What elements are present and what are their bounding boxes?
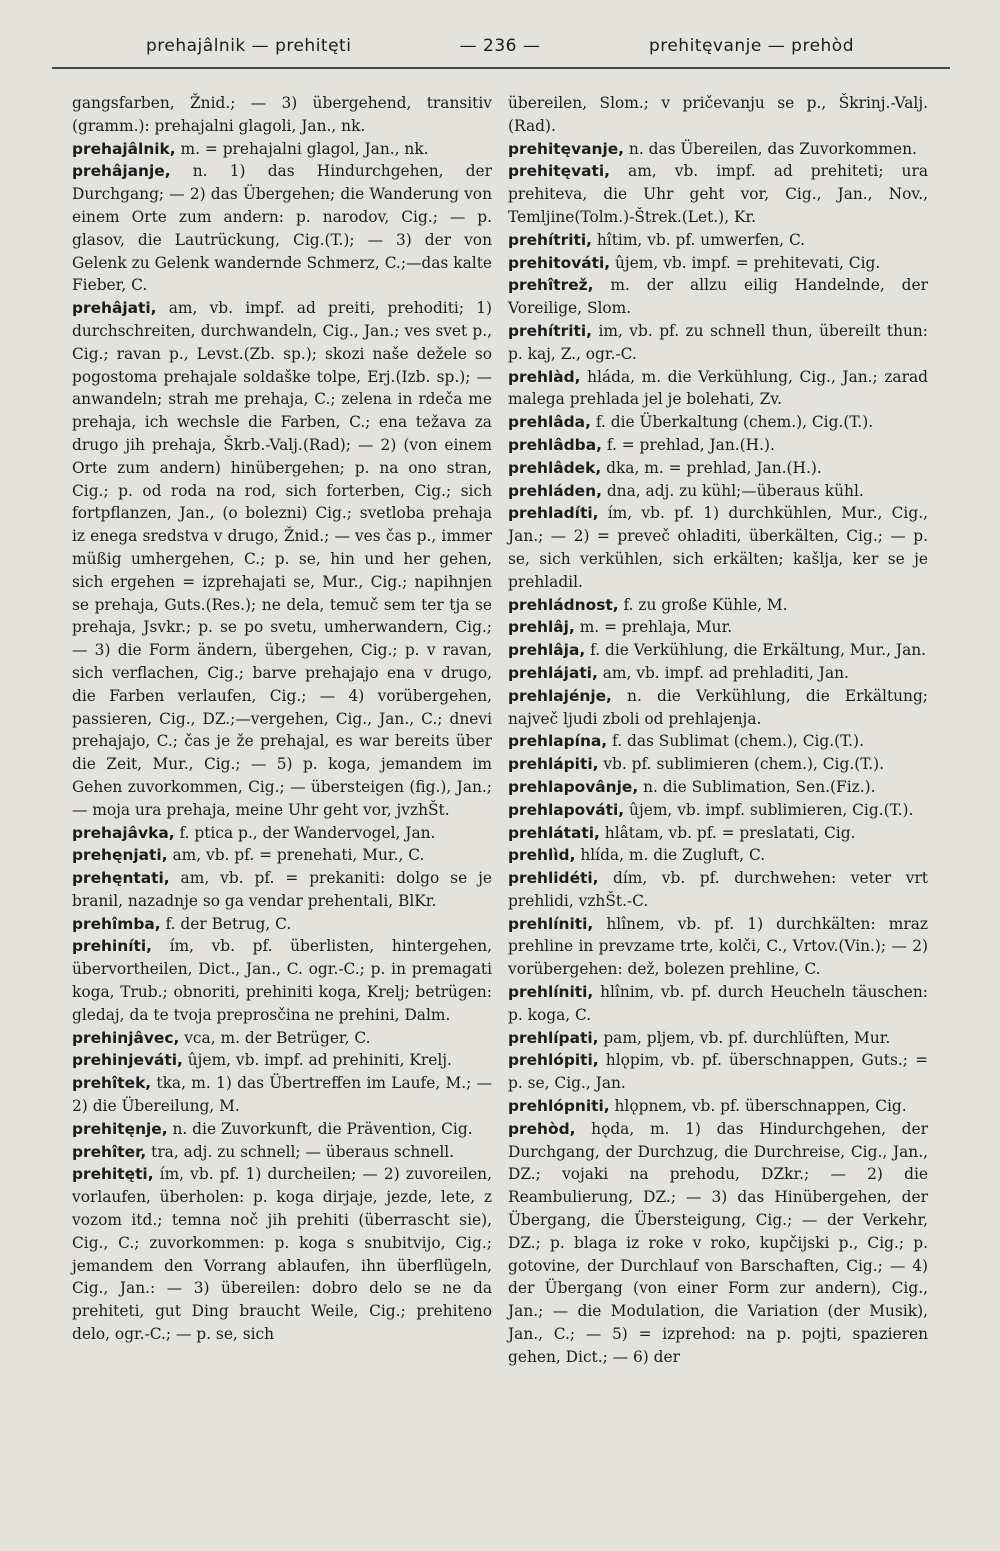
entry-definition: ûjem, vb. impf. = prehitevati, Cig.: [610, 253, 881, 272]
dictionary-entry: [72, 1118, 492, 1141]
entry-headword: prehęntati,: [72, 869, 170, 888]
entry-headword: prehitęvati,: [508, 162, 610, 181]
entry-definition: m. der allzu eilig Handelnde, der Voreilige, Slom.: [508, 276, 928, 318]
dictionary-entry: [508, 320, 928, 366]
entry-definition: n. die Sublimation, Sen.(Fiz.).: [638, 777, 876, 796]
entry-definition: am, vb. pf. = prenehati, Mur., C.: [167, 846, 425, 865]
dictionary-entry: [508, 822, 928, 845]
entry-definition: hîtim, vb. pf. umwerfen, C.: [591, 230, 806, 249]
dictionary-entry: [508, 844, 928, 867]
entry-headword: prehiníti,: [72, 937, 152, 956]
entry-definition: m. = prehajalni glagol, Jan., nk.: [175, 139, 429, 158]
dictionary-entry: [508, 1049, 928, 1095]
entry-headword: prehlapováti,: [508, 800, 625, 819]
entry-headword: prehlâja,: [508, 641, 586, 660]
entry-definition: gangsfarben, Žnid.; — 3) übergehend, transitiv (gramm.): prehajalni glagoli, Jan., nk.: [72, 94, 492, 135]
entry-definition: f. das Sublimat (chem.), Cig.(T.).: [607, 732, 864, 751]
dictionary-entry: [508, 981, 928, 1027]
entry-definition: pam, pljem, vb. pf. durchlüften, Mur.: [598, 1028, 891, 1047]
entry-headword: prehlapína,: [508, 732, 608, 751]
entry-definition: ím, vb. pf. 1) durchkühlen, Mur., Cig., Jan.; — 2) = preveč ohladiti, überkälten, Cig.; — p. se, sich verkühlen, sich erkälten; kašlja, ker se je prehladil.: [508, 504, 928, 591]
entry-definition: dka, m. = prehlad, Jan.(H.).: [601, 458, 822, 477]
entry-headword: prehinjeváti,: [72, 1051, 183, 1070]
dictionary-entry: [508, 138, 928, 161]
entry-headword: prehlópiti,: [508, 1051, 599, 1070]
entry-headword: prehitęti,: [72, 1165, 154, 1184]
dictionary-entry: [508, 594, 928, 617]
entry-headword: prehâjati,: [72, 299, 157, 318]
entry-headword: prehîtrež,: [508, 276, 594, 295]
entry-definition: f. = prehlad, Jan.(H.).: [601, 435, 775, 454]
entry-headword: prehítriti,: [508, 321, 592, 340]
dictionary-entry: [508, 229, 928, 252]
entry-headword: prehęnjati,: [72, 846, 168, 865]
entry-definition: übereilen, Slom.; v pričevanju se p., Škrinj.-Valj.(Rad).: [508, 94, 928, 135]
dictionary-entry: [508, 274, 928, 320]
entry-definition: am, vb. impf. ad prehiteti; ura prehiteva, die Uhr geht vor, Cig., Jan., Nov., Temljine(Tolm.)-Štrek.(Let.), Kr.: [508, 162, 928, 226]
dictionary-entry: [508, 502, 928, 593]
dictionary-entry: [72, 1141, 492, 1164]
dictionary-entry: [508, 1118, 928, 1369]
entry-headword: prehlapovânje,: [508, 777, 639, 796]
entry-definition: hǫda, m. 1) das Hindurchgehen, der Durchgang, der Durchzug, die Durchreise, Cig., Jan., DZ.; vojaki na prehodu, DZkr.; — 2) die Reambulierung, DZ.; — 3) das Hinübergehen, der Übergang, die Übersteigung, Cig.; — der Verkehr, DZ.; p. blaga iz roke v roko, kupčijski p., Cig.; p. gotovine, der Durchlauf von Barschaften, Cig.; — 4) der Übergang (von einer Form zur andern), Cig., Jan.; — die Modulation, die Variation (der Musik), Jan., C.; — 5) = izprehod: na p. pojti, spazieren gehen, Dict.; — 6) der: [508, 1119, 928, 1366]
dictionary-entry: [508, 730, 928, 753]
dictionary-entry: [508, 160, 928, 228]
entry-headword: prehlâdba,: [508, 435, 602, 454]
dictionary-entry: [72, 297, 492, 821]
entry-definition: f. zu große Kühle, M.: [618, 595, 788, 614]
entry-definition: ím, vb. pf. überlisten, hintergehen, übervortheilen, Dict., Jan., C. ogr.-C.; p. in premagati koga, Trub.; obnoriti, prehiniti koga, Krelj; betrügen: gledaj, da te tvoja preprosčina ne prehini, Dalm.: [72, 937, 492, 1024]
entry-definition: hlâtam, vb. pf. = preslatati, Cig.: [599, 823, 856, 842]
dictionary-entry: [508, 366, 928, 412]
dictionary-entry: [508, 753, 928, 776]
entry-headword: prehîmba,: [72, 914, 161, 933]
dictionary-entry: [72, 1163, 492, 1345]
entry-headword: prehlìd,: [508, 846, 576, 865]
dictionary-entry: [72, 1027, 492, 1050]
page-number: — 236 —: [459, 36, 541, 56]
entry-definition: tka, m. 1) das Übertreffen im Laufe, M.; — 2) die Übereilung, M.: [72, 1074, 492, 1116]
entry-headword: prehlíniti,: [508, 914, 594, 933]
dictionary-entry: [72, 867, 492, 913]
entry-headword: prehlajénje,: [508, 686, 612, 705]
entry-definition: am, vb. impf. ad preiti, prehoditi; 1) durchschreiten, durchwandeln, Cig., Jan.; ves svet p., Cig.; ravan p., Levst.(Zb. sp.); skozi naše dežele so pogostoma prehajale soldaške tolpe, Erj.(Izb. sp.); — anwandeln; strah me prehaja, C.; zelena in rdeča me prehaja, ich wechsle die Farben, C.; ena težava za drugo jih prehaja, Škrb.-Valj.(Rad); — 2) (von einem Orte zum andern) hinübergehen; p. na ono stran, Cig.; p. od roda na rod, sich forterben, Cig.; sich fortpflanzen, Jan., (o bolezni) Cig.; svetloba prehaja iz enega sredstva v drugo, Žnid.; — ves čas p., immer müßig umhergehen, C.; p. se, hin und her gehen, sich ergehen = izprehajati se, Mur., Cig.; napihnjen se prehaja, Guts.(Res.); ne dela, temuč sem ter tja se prehaja, Jsvkr.; p. se po svetu, umherwandern, Cig.; — 3) die Form ändern, übergehen, Cig.; p. v ravan, sich verflachen, Cig.; barve prehajajo ena v drugo, die Farben verlaufen, Cig.; — 4) vorübergehen, passieren, Cig., DZ.;—vergehen, Cig., Jan., C.; dnevi prehajajo, C.; čas je že prehajal, es war bereits über die Zeit, Mur., Cig.; — 5) p. koga, jemandem im Gehen zuvorkommen, Cig.; — übersteigen (fig.), Jan.; — moja ura prehaja, meine Uhr geht vor, jvzhŠt.: [72, 299, 492, 819]
dictionary-entry: [508, 1027, 928, 1050]
dictionary-entry: [508, 457, 928, 480]
running-header: [60, 30, 940, 66]
entry-headword: prehitováti,: [508, 253, 611, 272]
entry-definition: ûjem, vb. impf. sublimieren, Cig.(T.).: [624, 800, 914, 819]
entry-headword: prehlâda,: [508, 413, 591, 432]
entry-headword: prehinjâvec,: [72, 1028, 180, 1047]
dictionary-entry: [508, 799, 928, 822]
entry-definition: f. die Verkühlung, die Erkältung, Mur., Jan.: [585, 641, 927, 660]
dictionary-entry: [508, 776, 928, 799]
entry-definition: f. die Überkaltung (chem.), Cig.(T.).: [590, 413, 874, 432]
entry-definition: hláda, m. die Verkühlung, Cig., Jan.; zarad malega prehlada jel je bolehati, Zv.: [508, 367, 928, 409]
entry-headword: prehòd,: [508, 1119, 576, 1138]
dictionary-entry: [72, 935, 492, 1026]
entry-definition: n. die Zuvorkunft, die Prävention, Cig.: [167, 1119, 473, 1138]
dictionary-entry: [508, 92, 928, 138]
dictionary-entry: [508, 685, 928, 731]
header-right-guide: prehitęvanje — prehòd: [648, 36, 854, 56]
dictionary-entry: [508, 662, 928, 685]
header-left-guide: prehajâlnik — prehitęti: [146, 36, 352, 56]
entry-headword: prehládnost,: [508, 595, 619, 614]
dictionary-entry: [72, 913, 492, 936]
entry-definition: n. die Verkühlung, die Erkältung; največ ljudi zboli od prehlajenja.: [508, 686, 928, 728]
dictionary-entry: [72, 1049, 492, 1072]
entry-headword: prehlidéti,: [508, 869, 599, 888]
dictionary-entry: [72, 160, 492, 297]
entry-headword: prehlápiti,: [508, 755, 599, 774]
entry-headword: prehítriti,: [508, 230, 592, 249]
dictionary-entry: [508, 639, 928, 662]
dictionary-entry: [508, 1095, 928, 1118]
right-column: [508, 92, 928, 1369]
dictionary-entry: [508, 434, 928, 457]
entry-headword: prehladíti,: [508, 504, 599, 523]
entry-definition: hlînim, vb. pf. durch Heucheln täuschen: p. koga, C.: [508, 983, 928, 1024]
dictionary-entry: [508, 480, 928, 503]
entry-definition: m. = prehlaja, Mur.: [574, 618, 733, 637]
entry-definition: tra, adj. zu schnell; — überaus schnell.: [146, 1142, 455, 1161]
dictionary-entry: [508, 913, 928, 981]
entry-definition: ím, vb. pf. 1) durcheilen; — 2) zuvoreilen, vorlaufen, überholen: p. koga dirjaje, jezde, lete, z vozom itd.; temna noč jih prehiti (überrascht sie), Cig., C.; zuvorkommen: p. koga s snubitvijo, Cig.; jemandem den Vorrang ablaufen, ihn überflügeln, Cig., Jan.: — 3) übereilen: dobro delo se ne da prehiteti, gut Ding braucht Weile, Cig.; prehiteno delo, ogr.-C.; — p. se, sich: [72, 1165, 492, 1344]
dictionary-entry: [508, 411, 928, 434]
entry-definition: n. das Übereilen, das Zuvorkommen.: [624, 139, 917, 158]
entry-headword: prehîter,: [72, 1142, 147, 1161]
entry-headword: prehlípati,: [508, 1028, 599, 1047]
entry-definition: hlǫpim, vb. pf. überschnappen, Guts.; = p. se, Cig., Jan.: [508, 1051, 928, 1093]
left-column: [72, 92, 492, 1346]
entry-definition: vca, m. der Betrüger, C.: [179, 1028, 371, 1047]
entry-headword: prehlíniti,: [508, 983, 594, 1002]
entry-definition: am, vb. pf. = prekaniti: dolgo se je branil, nazadnje so ga vendar prehentali, BlKr.: [72, 869, 492, 910]
entry-definition: hlǫpnem, vb. pf. überschnappen, Cig.: [609, 1097, 907, 1116]
entry-headword: prehâjanje,: [72, 162, 171, 181]
dictionary-entry: [508, 252, 928, 275]
entry-headword: prehlópniti,: [508, 1097, 610, 1116]
entry-headword: prehlátati,: [508, 823, 600, 842]
entry-headword: prehajâlnik,: [72, 139, 176, 158]
dictionary-entry: [72, 138, 492, 161]
entry-headword: prehitęvanje,: [508, 139, 625, 158]
entry-definition: vb. pf. sublimieren (chem.), Cig.(T.).: [598, 755, 885, 774]
entry-definition: f. der Betrug, C.: [160, 914, 292, 933]
entry-definition: hlída, m. die Zugluft, C.: [575, 846, 766, 865]
dictionary-entry: [72, 844, 492, 867]
entry-headword: prehîtek,: [72, 1074, 152, 1093]
entry-headword: prehlàd,: [508, 367, 581, 386]
entry-headword: prehlájati,: [508, 663, 598, 682]
entry-headword: prehláden,: [508, 481, 602, 500]
dictionary-entry: [72, 92, 492, 138]
entry-headword: prehlâj,: [508, 618, 575, 637]
dictionary-entry: [72, 822, 492, 845]
dictionary-entry: [508, 616, 928, 639]
header-rule: [52, 67, 950, 69]
entry-definition: im, vb. pf. zu schnell thun, übereilt thun: p. kaj, Z., ogr.-C.: [508, 321, 928, 363]
entry-definition: am, vb. impf. ad prehladiti, Jan.: [597, 663, 849, 682]
entry-definition: ûjem, vb. impf. ad prehiniti, Krelj.: [182, 1051, 452, 1070]
entry-definition: dím, vb. pf. durchwehen: veter vrt prehlidi, vzhŠt.-C.: [508, 869, 928, 910]
entry-definition: n. 1) das Hindurchgehen, der Durchgang; — 2) das Übergehen; die Wanderung von einem Orte zum andern: p. narodov, Cig.; — p. glasov, die Lautrückung, Cig.(T.); — 3) der von Gelenk zu Gelenk wandernde Schmerz, C.;—das kalte Fieber, C.: [72, 162, 492, 295]
entry-definition: dna, adj. zu kühl;—überaus kühl.: [601, 481, 864, 500]
entry-headword: prehitęnje,: [72, 1119, 168, 1138]
entry-headword: prehlâdek,: [508, 458, 602, 477]
dictionary-entry: [508, 867, 928, 913]
dictionary-entry: [72, 1072, 492, 1118]
entry-headword: prehajâvka,: [72, 823, 175, 842]
entry-definition: hlînem, vb. pf. 1) durchkälten: mraz prehline in prevzame trte, kolči, C., Vrtov.(Vin.); — 2) vorübergehen: dež, bolezen prehline, C.: [508, 914, 928, 979]
entry-definition: f. ptica p., der Wandervogel, Jan.: [174, 823, 436, 842]
